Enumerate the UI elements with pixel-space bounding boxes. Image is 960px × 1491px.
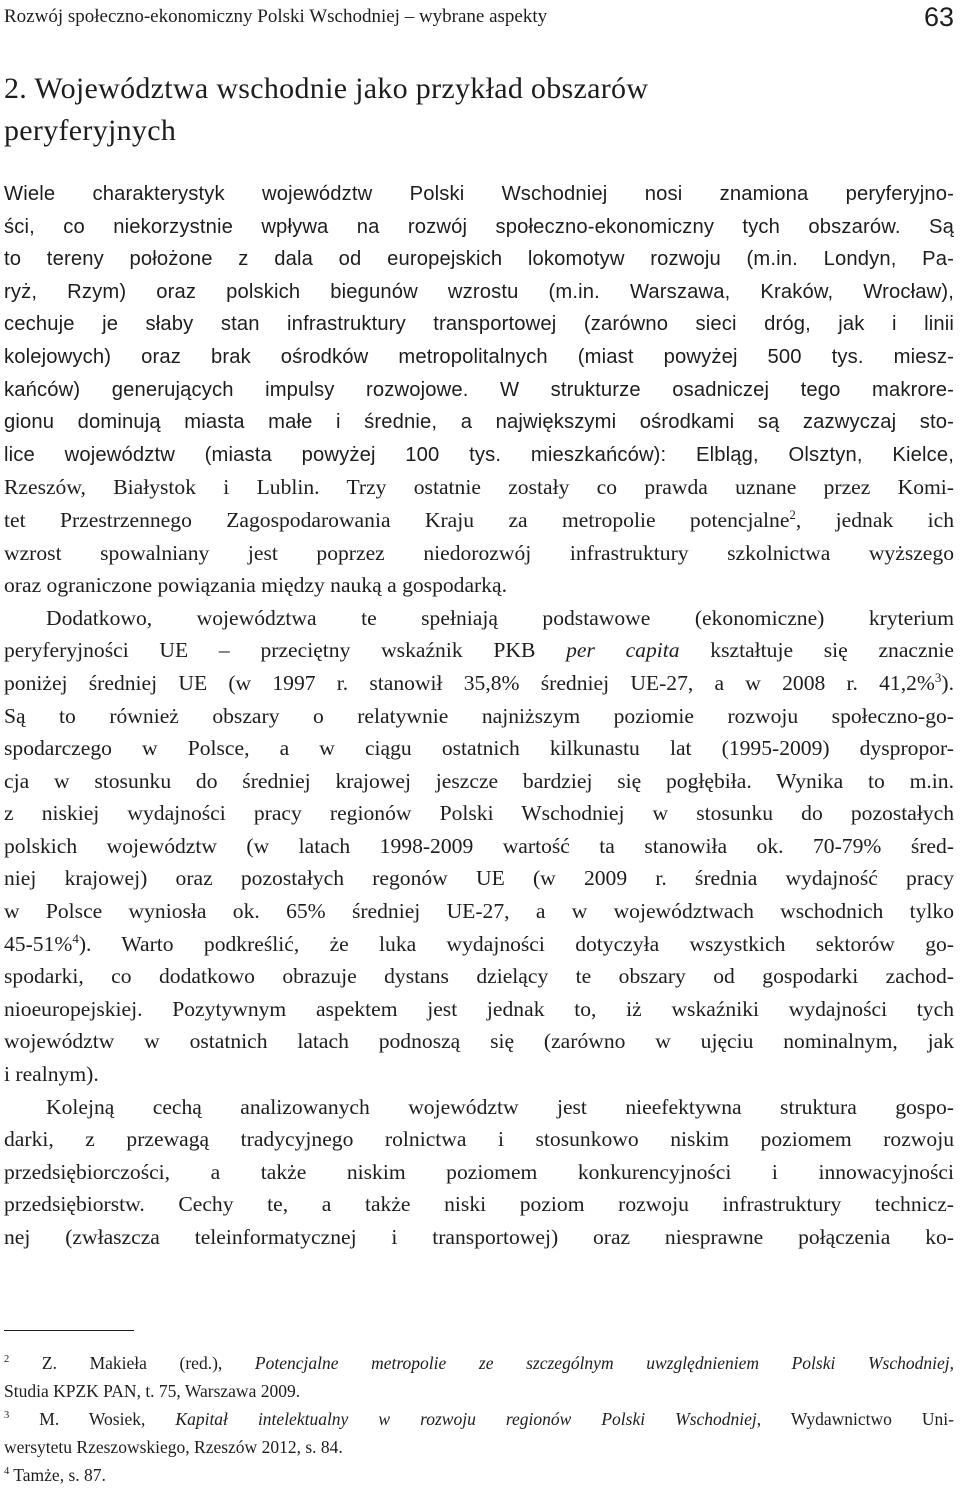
text-line: kańców) generujących impulsy rozwojowe. W strukturze osadniczej tego makrore- xyxy=(4,378,954,401)
text-line: 45-51%$^4$). Warto podkreślić, że luka wydajności dotyczyła wszystkich sektorów go- xyxy=(4,930,954,956)
section-heading xyxy=(4,68,944,152)
page-number: 63 xyxy=(923,2,954,32)
text-line: nej (zwłaszcza teleinformatycznej i transportowej) oraz niesprawne połączenia ko- xyxy=(4,1225,954,1249)
footnote-ref-2: 2 xyxy=(789,506,796,522)
section-heading-line: 2. Województwa wschodnie jako przykład obszarów xyxy=(4,72,649,105)
text-line: nioeuropejskiej. Pozytywnym aspektem jest jednak to, iż wskaźniki wydajności tych xyxy=(4,996,954,1021)
text-line: ści, co niekorzystnie wpływa na rozwój społeczno-ekonomiczny tych obszarów. Są xyxy=(4,215,954,238)
text-line: darki, z przewagą tradycyjnego rolnictwa i stosunkowo niskim poziomem rozwoju xyxy=(4,1127,954,1152)
text-line: kolejowych) oraz brak ośrodków metropolitalnych (miast powyżej 500 tys. miesz- xyxy=(4,345,954,368)
text-line: przedsiębiorstw. Cechy te, a także niski poziom rozwoju infrastruktury technicz- xyxy=(4,1192,954,1217)
paragraph-intro-continued xyxy=(4,471,954,601)
paragraph-economy-structure xyxy=(4,1091,954,1254)
text-line: cechuje je słaby stan infrastruktury transportowej (zarówno sieci dróg, jak i linii xyxy=(4,313,954,336)
text-line: polskich województw (w latach 1998-2009 wartość ta stanowiła ok. 70-79% śred- xyxy=(4,833,954,858)
text-line: to tereny położone z dala od europejskich lokomotyw rozwoju (m.in. Londyn, Pa- xyxy=(4,248,954,271)
text-line: i realnym). xyxy=(4,1062,99,1087)
text-line: w Polsce wyniosła ok. 65% średniej UE-27, a w województwach wschodnich tylko xyxy=(4,899,954,924)
text-line: niej krajowej) oraz pozostałych regonów UE (w 2009 r. średnia wydajność pracy xyxy=(4,866,954,891)
text-line: Rzeszów, Białystok i Lublin. Trzy ostatnie zostały co prawda uznane przez Komi- xyxy=(4,475,954,500)
text-line: Są to również obszary o relatywnie najniższym poziomie rozwoju społeczno-go- xyxy=(4,703,954,728)
paragraph-intro xyxy=(4,178,954,471)
text-line: poniżej średniej UE (w 1997 r. stanowił 35,8% średniej UE-27, a w 2008 r. 41,2%$^3$). xyxy=(4,669,954,695)
text-line: Dodatkowo, województwa te spełniają podstawowe (ekonomiczne) kryterium xyxy=(46,605,954,630)
text-line: województw w ostatnich latach podnoszą się (zarówno w ujęciu nominalnym, jak xyxy=(4,1029,954,1054)
text-line: oraz ograniczone powiązania między nauką a gospodarką. xyxy=(4,573,508,598)
section-heading-line: peryferyjnych xyxy=(4,114,177,147)
text-line: cja w stosunku do średniej krajowej jeszcze bardziej się pogłębiła. Wynika to m.in. xyxy=(4,768,954,793)
footnote-2: $^2$ Z. Makieła (red.), Potencjalne metropolie ze szczególnym uwzględnieniem Polski Wschodniej, xyxy=(4,1353,954,1373)
footnote-3-continued: wersytetu Rzeszowskiego, Rzeszów 2012, s. 84. xyxy=(4,1437,343,1457)
footnote-4: $^4$ Tamże, s. 87. xyxy=(4,1465,106,1485)
body-text xyxy=(4,178,954,1254)
text-line: spodarczego w Polsce, a w ciągu ostatnich kilkunastu lat (1995-2009) dyspropor- xyxy=(4,736,954,761)
text-line: przedsiębiorczości, a także niskim poziomem konkurencyjności i innowacyjności xyxy=(4,1159,954,1184)
text-line: peryferyjności UE – przeciętny wskaźnik PKB per capita kształtuje się znacznie xyxy=(4,638,954,663)
text-line: Kolejną cechą analizowanych województw jest nieefektywna struktura gospo- xyxy=(46,1094,954,1119)
text-line: spodarki, co dodatkowo obrazuje dystans dzielący te obszary od gospodarki zachod- xyxy=(4,964,954,989)
text-line: wzrost spowalniany jest poprzez niedorozwój infrastruktury szkolnictwa wyższego xyxy=(4,540,954,565)
footnotes xyxy=(4,1349,954,1489)
paragraph-peripherality xyxy=(4,602,954,1091)
running-head xyxy=(4,2,954,34)
footnote-3: $^3$ M. Wosiek, Kapitał intelektualny w rozwoju regionów Polski Wschodniej, Wydawnictwo Uni- xyxy=(4,1409,954,1429)
text-line: gionu dominują miasta małe i średnie, a największymi ośrodkami są zazwyczaj sto- xyxy=(4,411,954,434)
text-line: lice województw (miasta powyżej 100 tys. mieszkańców): Elbląg, Olsztyn, Kielce, xyxy=(4,443,954,466)
text-line: tet Przestrzennego Zagospodarowania Kraju za metropolie potencjalne$^2$, jednak ich xyxy=(4,506,954,532)
text-line: z niskiej wydajności pracy regionów Polski Wschodniej w stosunku do pozostałych xyxy=(4,801,954,826)
footnote-divider xyxy=(4,1330,134,1331)
running-head-title: Rozwój społeczno-ekonomiczny Polski Wschodniej – wybrane aspekty xyxy=(4,6,548,27)
text-line: ryż, Rzym) oraz polskich biegunów wzrostu (m.in. Warszawa, Kraków, Wrocław), xyxy=(4,280,954,303)
text-line: Wiele charakterystyk województw Polski Wschodniej nosi znamiona peryferyjno- xyxy=(4,183,954,205)
footnote-ref-4: 4 xyxy=(72,930,79,946)
footnote-ref-3: 3 xyxy=(934,669,942,685)
footnote-2-continued: Studia KPZK PAN, t. 75, Warszawa 2009. xyxy=(4,1381,301,1401)
